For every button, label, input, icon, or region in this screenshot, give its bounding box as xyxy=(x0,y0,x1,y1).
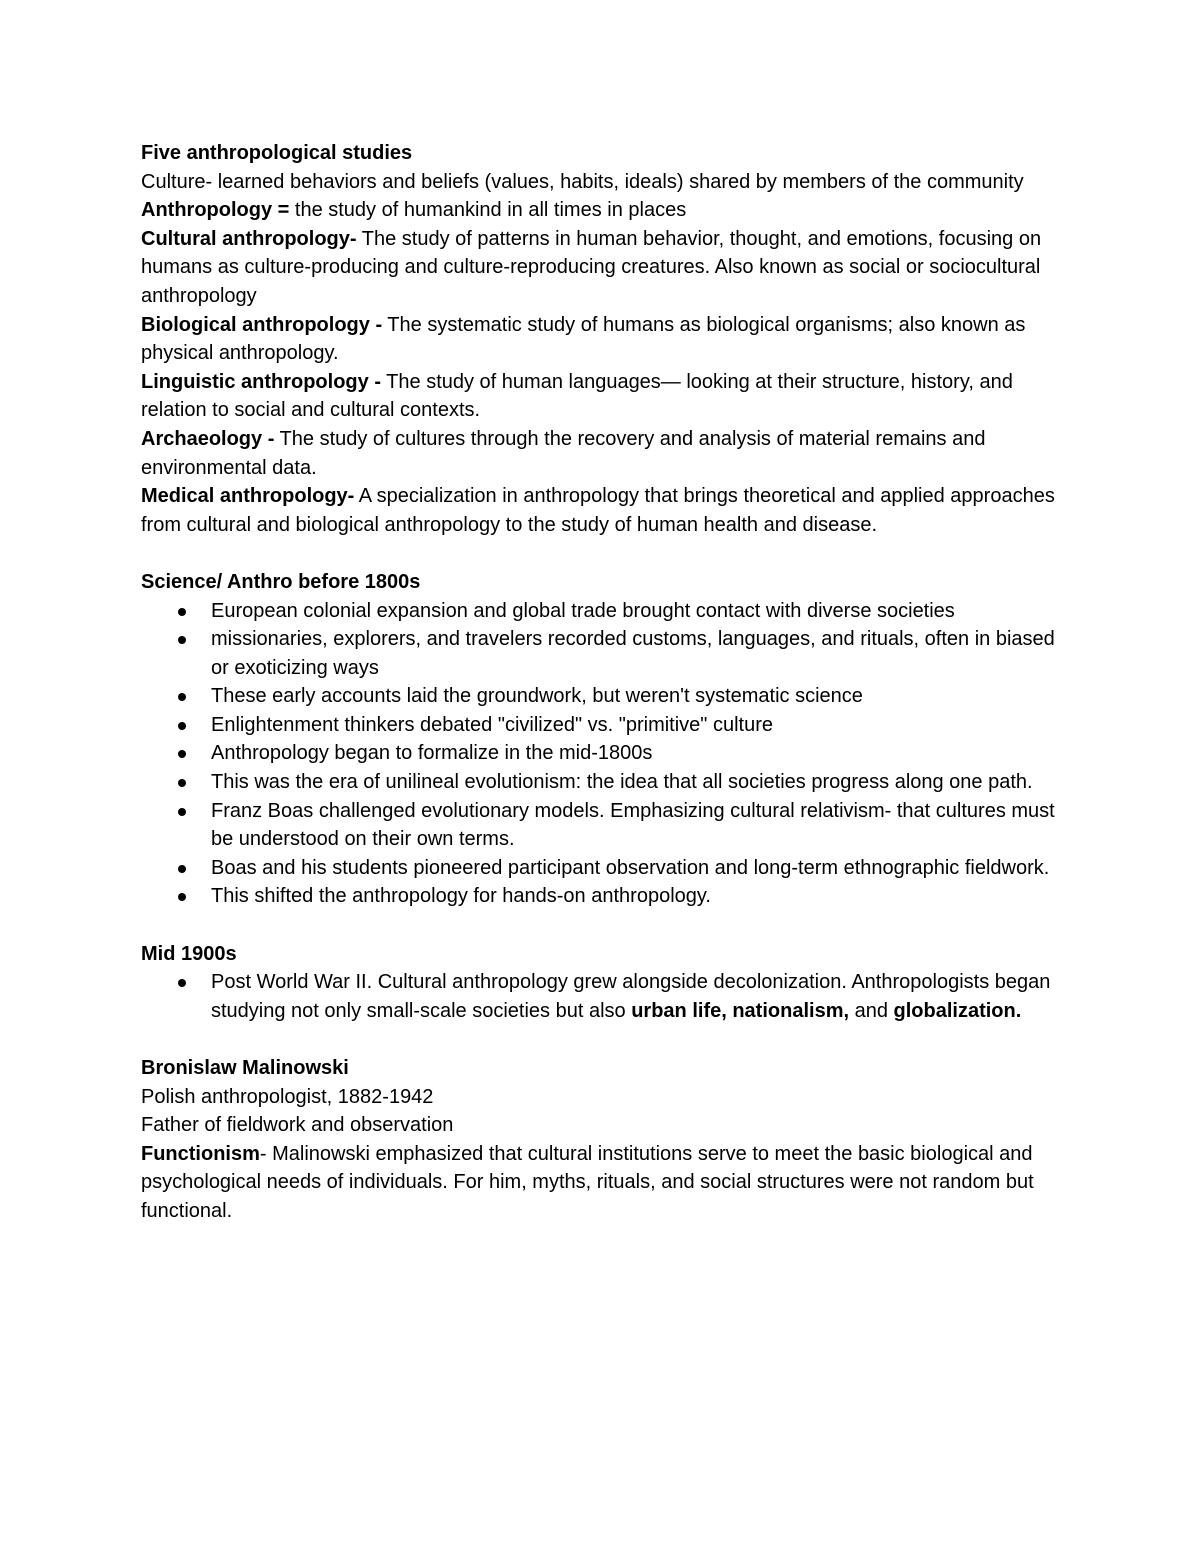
bullet-icon xyxy=(178,693,186,701)
bullet-icon xyxy=(178,979,186,987)
term-text: The study of human languages— looking at their structure, history, and relation to social and cultural contexts. xyxy=(141,370,1013,422)
list-item-text: missionaries, explorers, and travelers recorded customs, languages, and rituals, often in biased or exoticizing ways xyxy=(211,628,1055,679)
list-item-text: Boas and his students pioneered participant observation and long-term ethnographic fieldwork. xyxy=(211,856,1050,879)
term-label: Biological anthropology - xyxy=(141,313,383,336)
term-definition xyxy=(141,1140,1061,1226)
list-item-bold-text: urban life, nationalism, xyxy=(631,999,850,1022)
section-title-before-1800s: Science/ Anthro before 1800s xyxy=(141,570,421,593)
bullet-icon xyxy=(178,722,186,730)
term-definition xyxy=(141,311,1061,368)
term-text: The study of cultures through the recovery and analysis of material remains and environmental data. xyxy=(141,427,986,479)
list-item-text: This was the era of unilineal evolutionism: the idea that all societies progress along one path. xyxy=(211,771,1033,794)
list-item xyxy=(141,739,1061,768)
bullet-icon xyxy=(178,893,186,901)
bullet-list-mid-1900s xyxy=(141,968,1061,1025)
term-label: Linguistic anthropology - xyxy=(141,370,381,393)
term-label: Archaeology - xyxy=(141,427,275,450)
section-title-mid-1900s: Mid 1900s xyxy=(141,942,237,965)
bullet-icon xyxy=(178,808,186,816)
term-text: the study of humankind in all times in places xyxy=(289,199,687,222)
list-item-text: and xyxy=(849,999,894,1022)
term-text: A specialization in anthropology that brings theoretical and applied approaches from cultural and biological anthropology to the study of human health and disease. xyxy=(141,485,1055,536)
list-item xyxy=(141,882,1061,911)
term-definition xyxy=(141,368,1061,425)
malinowski-role: Father of fieldwork and observation xyxy=(141,1114,454,1137)
list-item-text: These early accounts laid the groundwork, but weren't systematic science xyxy=(211,685,863,708)
bullet-icon xyxy=(178,779,186,787)
malinowski-bio: Polish anthropologist, 1882-1942 xyxy=(141,1085,434,1108)
section-title-five-studies: Five anthropological studies xyxy=(141,142,413,164)
document-page xyxy=(141,139,1061,1226)
list-item-text: European colonial expansion and global trade brought contact with diverse societies xyxy=(211,599,955,622)
blank-line xyxy=(141,911,1061,940)
list-item xyxy=(141,797,1061,854)
term-definition xyxy=(141,425,1061,482)
list-item-text: Post World War II. Cultural anthropology grew alongside decolonization. Anthropologists began studying not only small-scale societies but also xyxy=(211,971,1051,1022)
blank-line xyxy=(141,1025,1061,1054)
list-item xyxy=(141,682,1061,711)
list-item xyxy=(141,711,1061,740)
term-label: Anthropology = xyxy=(141,199,290,222)
term-text: The systematic study of humans as biological organisms; also known as physical anthropology. xyxy=(141,313,1026,365)
list-item xyxy=(141,968,1061,1025)
list-item-text: Anthropology began to formalize in the mid-1800s xyxy=(211,742,653,765)
term-label: Medical anthropology- xyxy=(141,485,355,508)
list-item xyxy=(141,597,1061,626)
bullet-icon xyxy=(178,608,186,616)
term-definition xyxy=(141,196,1061,225)
bullet-icon xyxy=(178,865,186,873)
term-text: The study of patterns in human behavior, thought, and emotions, focusing on humans as culture-producing and culture-reproducing creatures. Also known as social or sociocultural anthropology xyxy=(141,227,1042,307)
blank-line xyxy=(141,539,1061,568)
term-definition xyxy=(141,482,1061,539)
bullet-icon xyxy=(178,750,186,758)
term-label: Functionism xyxy=(141,1142,260,1165)
list-item xyxy=(141,768,1061,797)
list-item xyxy=(141,854,1061,883)
term-label: Cultural anthropology- xyxy=(141,227,357,250)
list-item-text: Enlightenment thinkers debated "civilized" vs. "primitive" culture xyxy=(211,713,773,736)
section-title-malinowski: Bronislaw Malinowski xyxy=(141,1057,349,1079)
list-item-bold-text: globalization. xyxy=(893,999,1022,1022)
list-item xyxy=(141,625,1061,682)
bullet-icon xyxy=(178,636,186,644)
bullet-list-before-1800s xyxy=(141,597,1061,912)
list-item-text: This shifted the anthropology for hands-on anthropology. xyxy=(211,885,711,908)
term-text: - Malinowski emphasized that cultural institutions serve to meet the basic biological and psychological needs of individuals. For him, myths, rituals, and social structures were not random but functional. xyxy=(141,1142,1034,1222)
term-definition xyxy=(141,225,1061,311)
list-item-text: Franz Boas challenged evolutionary models. Emphasizing cultural relativism- that cultures must be understood on their own terms. xyxy=(211,799,1055,851)
culture-definition: Culture- learned behaviors and beliefs (values, habits, ideals) shared by members of the community xyxy=(141,170,1024,193)
